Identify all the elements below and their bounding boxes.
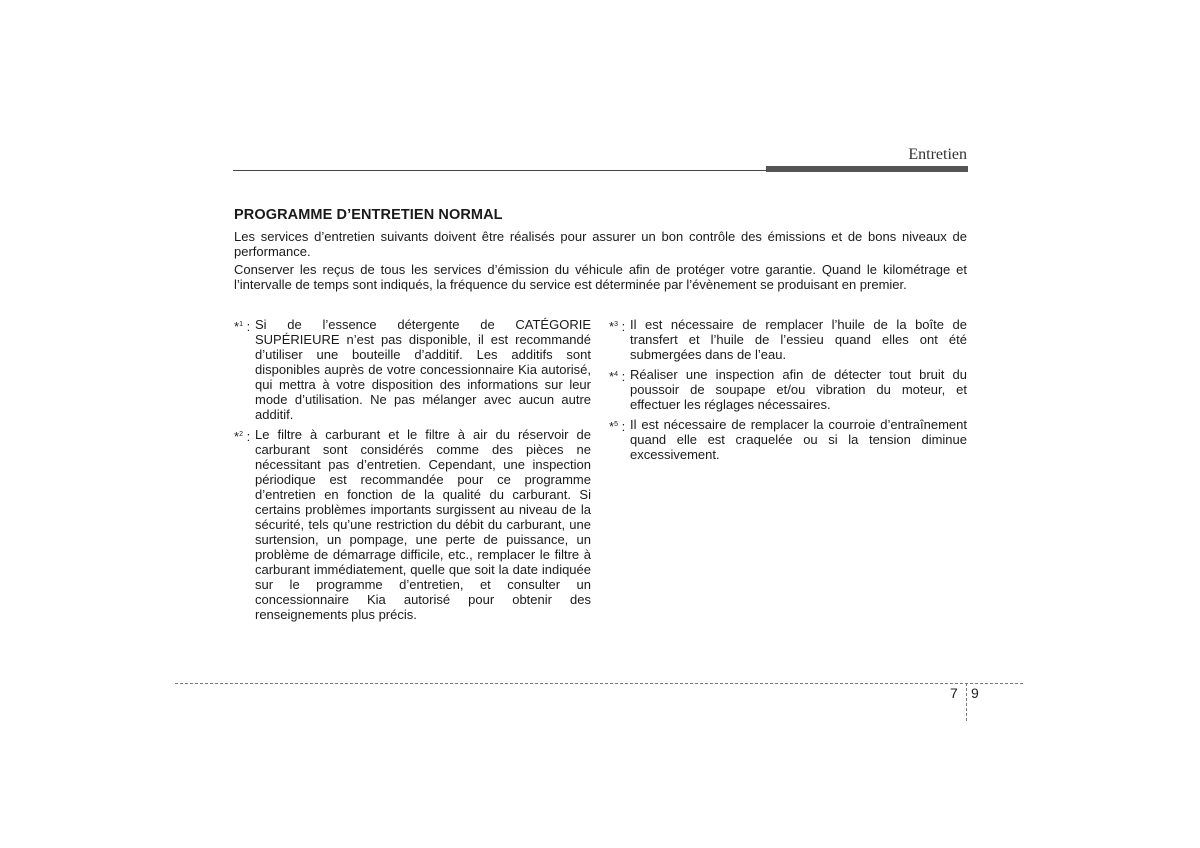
footnote-marker: *$^5$ :	[609, 419, 626, 434]
footnote-text: Réaliser une inspection afin de détecter tout bruit du poussoir de soupape et/ou vibration du moteur, et effectuer les réglages nécessaires.	[630, 367, 967, 412]
header-rule	[233, 170, 766, 171]
footnote-marker: *$^3$ :	[609, 319, 626, 334]
chapter-number: 7	[950, 685, 958, 701]
header-section-title: Entretien	[908, 146, 967, 163]
footnote-marker: *$^4$ :	[609, 369, 626, 384]
footnote-text: Si de l’essence détergente de CATÉGORIE SUPÉRIEURE n’est pas disponible, il est recommandé d’utiliser une bouteille d’additif. Les additifs sont disponibles auprès de votre concessionnaire Kia autorisé, qui mettra à votre disposition des informations sur leur mode d’utilisation. Ne pas mélanger avec aucun autre additif.	[255, 317, 591, 422]
footnotes-left-column	[234, 317, 591, 627]
footnote-text: Il est nécessaire de remplacer la courroie d’entraînement quand elle est craquelée ou si la tension diminue excessivement.	[630, 417, 967, 462]
warranty-paragraph: Conserver les reçus de tous les services d’émission du véhicule afin de protéger votre garantie. Quand le kilométrage et l’intervalle de temps sont indiqués, la fréquence du service est déterminée par l’évènement se produisant en premier.	[234, 262, 967, 292]
page-title: PROGRAMME D’ENTRETIEN NORMAL	[234, 207, 503, 223]
footnote-text: Le filtre à carburant et le filtre à air du réservoir de carburant sont considérés comme des pièces ne nécessitant pas d’entretien. Cependant, une inspection périodique est recommandée pour ce programme d’entretien en fonction de la qualité du carburant. Si certains problèmes importants surgissent au niveau de la sécurité, tels qu’une restriction du débit du carburant, une surtension, un pompage, une perte de puissance, un problème de démarrage difficile, etc., remplacer le filtre à carburant immédiatement, quelle que soit la date indiquée sur le programme d’entretien, et consulter un concessionnaire Kia autorisé pour obtenir des renseignements plus précis.	[255, 427, 591, 622]
footnote-4	[609, 367, 967, 412]
header-rule-accent	[766, 166, 968, 172]
intro-paragraph: Les services d’entretien suivants doivent être réalisés pour assurer un bon contrôle des émissions et de bons niveaux de performance.	[234, 229, 967, 259]
footnote-2	[234, 427, 591, 622]
footnote-3	[609, 317, 967, 362]
page-number: 9	[971, 685, 979, 701]
footnote-marker: *$^2$ :	[234, 429, 251, 444]
page-number-separator	[966, 683, 967, 721]
intro-section	[234, 207, 967, 295]
footer-divider	[175, 683, 1023, 684]
footnote-marker: *$^1$ :	[234, 319, 251, 334]
footnotes-right-column	[609, 317, 967, 467]
footnote-text: Il est nécessaire de remplacer l’huile de la boîte de transfert et l’huile de l’essieu quand elles ont été submergées dans de l’eau.	[630, 317, 967, 362]
footnote-1	[234, 317, 591, 422]
footnote-5	[609, 417, 967, 462]
